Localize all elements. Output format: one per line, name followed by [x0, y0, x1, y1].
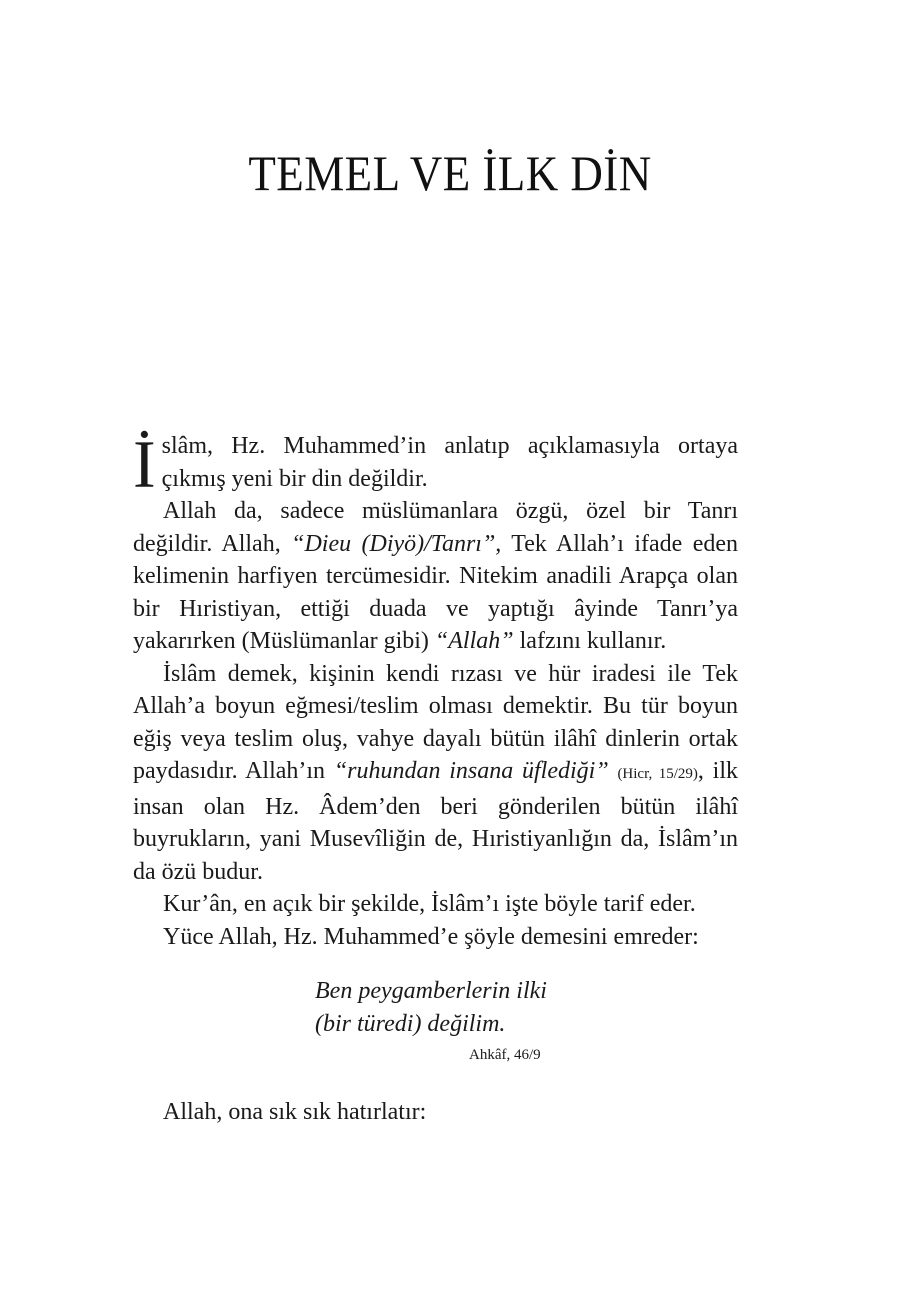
paragraph-2-italic2: “Allah” — [434, 628, 514, 654]
paragraph-2-part3: lafzını kullanır. — [513, 628, 667, 654]
paragraph-2-part1: Allah da, sadece müslümanlara özgü, özel bir Tanrı değildir. Allah, — [133, 498, 738, 557]
paragraph-2 — [133, 495, 738, 658]
paragraph-1-text: slâm, Hz. Muhammed’in anlatıp açıklamasıyla ortaya çıkmış yeni bir din değildir. — [161, 433, 738, 492]
paragraph-3-italic1: “ruhundan insana üflediği” — [333, 758, 609, 784]
paragraph-3-part2: , ilk insan olan Hz. Âdem’den beri gönderilen bütün ilâhî buyrukların, yani Musevîliğin de, Hıristiyanlığın da, İslâm’ın da özü budur. — [133, 758, 738, 885]
drop-cap: İ — [133, 426, 156, 502]
paragraph-4: Kur’ân, en açık bir şekilde, İslâm’ı işte böyle tarif eder. — [163, 891, 696, 917]
paragraph-2-part2: Tek Allah’ı ifade eden kelimenin harfiyen tercümesidir. Nitekim anadili Arapça olan bir Hıristiyan, ettiği duada ve yaptığı âyinde Tanrı’ya yakarırken (Müslümanlar gibi) — [133, 530, 738, 654]
verse-reference: (Hicr, 15/29) — [617, 766, 698, 782]
body-text — [133, 426, 738, 1129]
paragraph-5: Yüce Allah, Hz. Muhammed’e şöyle demesini emreder: — [163, 923, 699, 950]
chapter-title: TEMEL VE İLK DİN — [248, 145, 652, 201]
quote-source: Ahkâf, 46/9 — [469, 1047, 541, 1063]
verse-quote — [133, 975, 738, 1070]
quote-line-1: Ben peygamberlerin ilki — [315, 978, 547, 1004]
paragraph-1 — [133, 426, 738, 502]
paragraph-3-part1: İslâm demek, kişinin kendi rızası ve hür iradesi ile Tek Allah’a boyun eğmesi/teslim olması demektir. Bu tür boyun eğiş veya teslim oluş, vahye dayalı bütün ilâhî dinlerin ortak paydasıdır. Allah’ın — [133, 660, 738, 784]
paragraph-6: Allah, ona sık sık hatırlatır: — [163, 1099, 427, 1125]
quote-line-2: (bir türedi) değilim. — [315, 1010, 506, 1037]
paragraph-3 — [133, 658, 738, 889]
paragraph-2-italic1: “Dieu (Diyö)/Tanrı”, — [291, 530, 502, 557]
